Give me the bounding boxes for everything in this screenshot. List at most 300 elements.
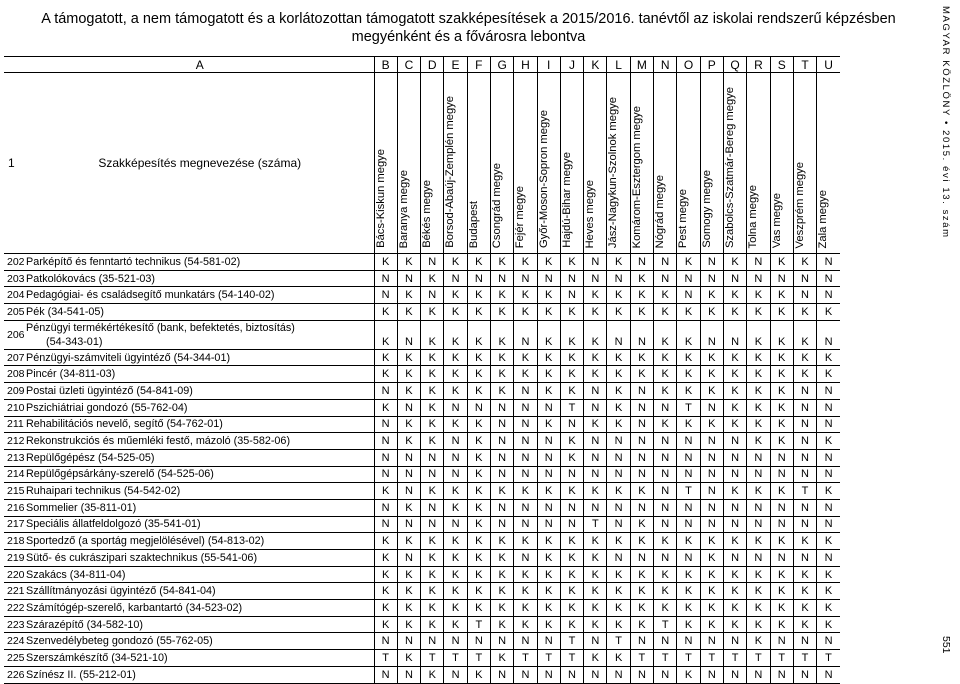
qualification-name-text: Szárazépítő (34-582-10) <box>26 618 144 631</box>
support-status-cell: T <box>514 650 537 667</box>
support-status-cell: K <box>444 583 467 600</box>
support-status-cell: K <box>514 566 537 583</box>
support-status-cell: T <box>537 650 560 667</box>
support-status-cell: K <box>490 320 513 349</box>
support-status-cell: K <box>654 320 677 349</box>
support-status-cell: K <box>723 600 746 617</box>
support-status-cell: K <box>700 600 723 617</box>
support-status-cell: N <box>514 320 537 349</box>
support-status-cell: K <box>607 304 630 321</box>
support-status-cell: K <box>560 304 583 321</box>
support-status-cell: N <box>723 270 746 287</box>
support-status-cell: N <box>444 466 467 483</box>
support-status-cell: N <box>817 416 840 433</box>
running-header: MAGYAR KÖZLÖNY • 2015. évi 13. szám <box>940 6 951 239</box>
county-name: Somogy megye <box>700 170 713 248</box>
support-status-cell: K <box>421 399 444 416</box>
qualification-name-text: Ruhaipari technikus (54-542-02) <box>26 485 181 498</box>
county-column-header <box>770 73 793 254</box>
support-status-cell: K <box>607 600 630 617</box>
support-status-cell: K <box>467 320 490 349</box>
support-status-cell: N <box>793 466 816 483</box>
support-status-cell: N <box>677 433 700 450</box>
county-name: Tolna megye <box>747 184 760 248</box>
support-status-cell: K <box>747 383 770 400</box>
support-status-cell: N <box>817 666 840 683</box>
support-status-cell: K <box>770 616 793 633</box>
support-status-cell: N <box>584 270 607 287</box>
support-status-cell: K <box>793 320 816 349</box>
support-status-cell: K <box>770 349 793 366</box>
support-status-cell: K <box>537 349 560 366</box>
support-status-cell: N <box>490 270 513 287</box>
support-status-cell: K <box>723 304 746 321</box>
support-status-cell: K <box>514 616 537 633</box>
support-status-cell: K <box>747 616 770 633</box>
support-status-cell: K <box>560 566 583 583</box>
support-status-cell: K <box>421 550 444 567</box>
support-status-cell: K <box>560 349 583 366</box>
support-status-cell: K <box>677 600 700 617</box>
support-status-cell: N <box>747 254 770 271</box>
support-status-cell: K <box>397 304 420 321</box>
support-status-cell: K <box>444 499 467 516</box>
support-status-cell: K <box>490 383 513 400</box>
county-column-header <box>654 73 677 254</box>
row-number: 206 <box>4 320 26 349</box>
support-status-cell: K <box>421 383 444 400</box>
row-number: 226 <box>4 666 26 683</box>
support-status-cell: K <box>700 616 723 633</box>
qualification-name-text: Pszichiátriai gondozó (55-762-04) <box>26 401 188 414</box>
support-status-cell: K <box>421 270 444 287</box>
support-status-cell: K <box>677 583 700 600</box>
qualification-name-text: Pedagógiai- és családsegítő munkatárs (54-140-02) <box>26 289 275 302</box>
column-letter: L <box>607 57 630 73</box>
support-status-cell: K <box>584 416 607 433</box>
support-status-cell: T <box>560 650 583 667</box>
support-status-cell: N <box>700 466 723 483</box>
support-status-cell: N <box>490 399 513 416</box>
column-letter: K <box>584 57 607 73</box>
support-status-cell: N <box>817 383 840 400</box>
support-status-cell: K <box>770 566 793 583</box>
support-status-cell: K <box>700 366 723 383</box>
support-status-cell: K <box>560 383 583 400</box>
row-number: 204 <box>4 287 26 304</box>
support-status-cell: K <box>654 600 677 617</box>
support-status-cell: K <box>817 583 840 600</box>
support-status-cell: N <box>444 270 467 287</box>
support-status-cell: K <box>630 533 653 550</box>
support-status-cell: N <box>654 483 677 500</box>
support-status-cell: N <box>677 270 700 287</box>
support-status-cell: K <box>770 433 793 450</box>
qualification-name <box>26 600 374 617</box>
county-name: Veszprém megye <box>793 161 806 248</box>
table-row <box>4 383 840 400</box>
support-status-cell: K <box>630 616 653 633</box>
support-status-cell: T <box>817 650 840 667</box>
support-status-cell: N <box>374 499 397 516</box>
support-status-cell: K <box>654 304 677 321</box>
support-status-cell: T <box>421 650 444 667</box>
support-status-cell: K <box>584 600 607 617</box>
support-status-cell: N <box>654 399 677 416</box>
support-status-cell: N <box>397 320 420 349</box>
qualification-name <box>26 550 374 567</box>
support-status-cell: K <box>397 383 420 400</box>
support-status-cell: K <box>793 600 816 617</box>
support-status-cell: K <box>723 399 746 416</box>
support-status-cell: K <box>584 566 607 583</box>
county-name: Hajdú-Bihar megye <box>560 152 573 248</box>
support-status-cell: K <box>607 287 630 304</box>
support-status-cell: N <box>793 287 816 304</box>
column-letter: E <box>444 57 467 73</box>
support-status-cell: K <box>514 600 537 617</box>
support-status-cell: K <box>490 650 513 667</box>
county-column-header <box>467 73 490 254</box>
support-status-cell: K <box>747 600 770 617</box>
support-status-cell: K <box>560 533 583 550</box>
support-status-cell: N <box>654 516 677 533</box>
table-row <box>4 600 840 617</box>
support-status-cell: K <box>421 416 444 433</box>
support-status-cell: N <box>700 270 723 287</box>
support-status-cell: K <box>537 583 560 600</box>
qualification-name <box>26 383 374 400</box>
support-status-cell: N <box>490 499 513 516</box>
support-status-cell: N <box>374 287 397 304</box>
support-status-cell: K <box>770 416 793 433</box>
support-status-cell: N <box>723 320 746 349</box>
support-status-cell: N <box>421 254 444 271</box>
support-status-cell: K <box>560 583 583 600</box>
support-status-cell: K <box>490 349 513 366</box>
support-status-cell: K <box>490 550 513 567</box>
support-status-cell: K <box>793 566 816 583</box>
county-name: Győr-Moson-Sopron megye <box>537 109 550 248</box>
support-status-cell: K <box>654 383 677 400</box>
row-number: 208 <box>4 366 26 383</box>
support-status-cell: T <box>467 650 490 667</box>
support-status-cell: T <box>793 483 816 500</box>
qualification-name-text: Számítógép-szerelő, karbantartó (34-523-02) <box>26 601 243 614</box>
support-status-cell: K <box>374 566 397 583</box>
county-qualification-table <box>4 56 840 684</box>
support-status-cell: K <box>490 566 513 583</box>
table-row <box>4 433 840 450</box>
support-status-cell: K <box>770 320 793 349</box>
qualification-name-text: Patkolókovács (35-521-03) <box>26 272 156 285</box>
support-status-cell: K <box>537 287 560 304</box>
support-status-cell: N <box>444 516 467 533</box>
support-status-cell: N <box>770 666 793 683</box>
table-row <box>4 666 840 683</box>
support-status-cell: K <box>537 550 560 567</box>
support-status-cell: K <box>397 287 420 304</box>
support-status-cell: N <box>514 416 537 433</box>
page-number: 551 <box>940 636 952 654</box>
support-status-cell: N <box>607 550 630 567</box>
support-status-cell: T <box>630 650 653 667</box>
column-letter: B <box>374 57 397 73</box>
support-status-cell: N <box>793 449 816 466</box>
support-status-cell: K <box>467 600 490 617</box>
support-status-cell: N <box>817 320 840 349</box>
table-row <box>4 366 840 383</box>
support-status-cell: K <box>537 254 560 271</box>
support-status-cell: N <box>817 254 840 271</box>
support-status-cell: K <box>630 516 653 533</box>
support-status-cell: K <box>397 349 420 366</box>
support-status-cell: K <box>700 287 723 304</box>
support-status-cell: K <box>444 320 467 349</box>
support-status-cell: N <box>421 449 444 466</box>
support-status-cell: N <box>397 483 420 500</box>
column-letter: M <box>630 57 653 73</box>
support-status-cell: K <box>747 633 770 650</box>
support-status-cell: N <box>677 633 700 650</box>
qualification-name-text: Sommelier (35-811-01) <box>26 501 137 514</box>
row-number: 214 <box>4 466 26 483</box>
support-status-cell: K <box>770 483 793 500</box>
support-status-cell: K <box>421 320 444 349</box>
support-status-cell: K <box>700 533 723 550</box>
county-name: Jász-Nagykun-Szolnok megye <box>607 96 620 248</box>
county-name: Borsod-Abaúj-Zemplén megye <box>444 96 457 248</box>
support-status-cell: K <box>723 483 746 500</box>
qualification-name-text: Repülőgépész (54-525-05) <box>26 451 155 464</box>
support-status-cell: K <box>421 366 444 383</box>
support-status-cell: K <box>374 550 397 567</box>
support-status-cell: K <box>397 616 420 633</box>
support-status-cell: K <box>374 583 397 600</box>
support-status-cell: K <box>537 616 560 633</box>
county-column-header <box>560 73 583 254</box>
support-status-cell: K <box>374 399 397 416</box>
support-status-cell: K <box>817 433 840 450</box>
support-status-cell: K <box>723 349 746 366</box>
support-status-cell: N <box>421 633 444 650</box>
support-status-cell: K <box>467 499 490 516</box>
support-status-cell: K <box>467 483 490 500</box>
support-status-cell: K <box>723 254 746 271</box>
support-status-cell: K <box>444 349 467 366</box>
county-name: Zala megye <box>817 189 830 248</box>
support-status-cell: N <box>374 449 397 466</box>
county-column-header <box>793 73 816 254</box>
support-status-cell: K <box>374 366 397 383</box>
support-status-cell: K <box>421 533 444 550</box>
support-status-cell: K <box>444 304 467 321</box>
support-status-cell: N <box>793 270 816 287</box>
county-column-header <box>374 73 397 254</box>
county-name: Komárom-Esztergom megye <box>630 105 643 248</box>
support-status-cell: K <box>467 666 490 683</box>
support-status-cell: K <box>560 320 583 349</box>
support-status-cell: N <box>700 399 723 416</box>
support-status-cell: N <box>537 516 560 533</box>
support-status-cell: K <box>584 349 607 366</box>
support-status-cell: N <box>793 516 816 533</box>
county-name: Fejér megye <box>514 185 527 248</box>
county-column-header <box>490 73 513 254</box>
support-status-cell: K <box>467 304 490 321</box>
support-status-cell: K <box>747 566 770 583</box>
support-status-cell: K <box>467 287 490 304</box>
support-status-cell: K <box>397 416 420 433</box>
support-status-cell: K <box>490 366 513 383</box>
row-number: 212 <box>4 433 26 450</box>
support-status-cell: N <box>537 633 560 650</box>
support-status-cell: N <box>537 270 560 287</box>
qualification-name-text: Szenvedélybeteg gondozó (55-762-05) <box>26 635 213 648</box>
support-status-cell: N <box>747 550 770 567</box>
support-status-cell: K <box>677 349 700 366</box>
support-status-cell: N <box>444 633 467 650</box>
support-status-cell: K <box>467 416 490 433</box>
support-status-cell: K <box>514 287 537 304</box>
qualification-name <box>26 449 374 466</box>
table-row <box>4 633 840 650</box>
support-status-cell: N <box>630 254 653 271</box>
support-status-cell: K <box>584 650 607 667</box>
table-row <box>4 304 840 321</box>
support-status-cell: N <box>793 383 816 400</box>
row-number: 224 <box>4 633 26 650</box>
qualification-name <box>26 516 374 533</box>
support-status-cell: K <box>397 366 420 383</box>
support-status-cell: N <box>607 516 630 533</box>
support-status-cell: N <box>817 449 840 466</box>
support-status-cell: N <box>514 449 537 466</box>
county-name: Budapest <box>467 200 480 248</box>
support-status-cell: T <box>677 650 700 667</box>
support-status-cell: K <box>654 287 677 304</box>
county-column-header <box>630 73 653 254</box>
support-status-cell: N <box>514 666 537 683</box>
column-letter: H <box>514 57 537 73</box>
support-status-cell: N <box>537 449 560 466</box>
column-letter: J <box>560 57 583 73</box>
county-name: Nógrád megye <box>654 174 667 248</box>
support-status-cell: T <box>654 616 677 633</box>
support-status-cell: K <box>747 533 770 550</box>
header-row-number: 1 <box>4 73 26 254</box>
support-status-cell: K <box>584 583 607 600</box>
support-status-cell: T <box>677 483 700 500</box>
column-letter: Q <box>723 57 746 73</box>
row-number: 217 <box>4 516 26 533</box>
support-status-cell: K <box>490 483 513 500</box>
support-status-cell: N <box>700 320 723 349</box>
support-status-cell: N <box>677 466 700 483</box>
support-status-cell: N <box>770 633 793 650</box>
support-status-cell: N <box>397 516 420 533</box>
support-status-cell: N <box>793 499 816 516</box>
support-status-cell: K <box>560 483 583 500</box>
qualification-name <box>26 499 374 516</box>
support-status-cell: T <box>467 616 490 633</box>
support-status-cell: K <box>630 287 653 304</box>
support-status-cell: N <box>537 499 560 516</box>
support-status-cell: N <box>630 550 653 567</box>
support-status-cell: K <box>817 566 840 583</box>
support-status-cell: K <box>467 533 490 550</box>
qualification-name-text: Parképítő és fenntartó technikus (54-581-02) <box>26 255 241 268</box>
support-status-cell: K <box>607 416 630 433</box>
support-status-cell: K <box>514 366 537 383</box>
support-status-cell: N <box>397 666 420 683</box>
support-status-cell: K <box>514 349 537 366</box>
qualification-name <box>26 650 374 667</box>
support-status-cell: K <box>560 449 583 466</box>
support-status-cell: K <box>770 254 793 271</box>
support-status-cell: N <box>700 499 723 516</box>
qualification-name <box>26 416 374 433</box>
support-status-cell: N <box>630 399 653 416</box>
support-status-cell: N <box>793 416 816 433</box>
support-status-cell: N <box>514 633 537 650</box>
support-status-cell: N <box>700 483 723 500</box>
county-name: Csongrád megye <box>490 162 503 248</box>
row-number: 225 <box>4 650 26 667</box>
table-row <box>4 650 840 667</box>
column-letter: N <box>654 57 677 73</box>
qualification-name <box>26 583 374 600</box>
qualification-name-text: Repülőgépsárkány-szerelő (54-525-06) <box>26 468 214 481</box>
support-status-cell: N <box>397 449 420 466</box>
support-status-cell: K <box>444 550 467 567</box>
support-status-cell: K <box>654 566 677 583</box>
support-status-cell: N <box>770 449 793 466</box>
support-status-cell: K <box>397 254 420 271</box>
support-status-cell: K <box>444 483 467 500</box>
qualification-name-text: Pénzügyi-számviteli ügyintéző (54-344-01) <box>26 351 231 364</box>
county-column-header <box>723 73 746 254</box>
support-status-cell: T <box>607 633 630 650</box>
support-status-cell: K <box>654 533 677 550</box>
column-letter-empty <box>4 57 26 73</box>
support-status-cell: K <box>467 383 490 400</box>
qualification-name-text: Pincér (34-811-03) <box>26 368 116 381</box>
support-status-cell: K <box>723 287 746 304</box>
support-status-cell: N <box>723 466 746 483</box>
support-status-cell: N <box>817 633 840 650</box>
support-status-cell: K <box>444 254 467 271</box>
county-column-header <box>514 73 537 254</box>
support-status-cell: K <box>444 416 467 433</box>
column-letter: I <box>537 57 560 73</box>
support-status-cell: N <box>607 270 630 287</box>
row-number: 220 <box>4 566 26 583</box>
support-status-cell: N <box>793 433 816 450</box>
support-status-cell: K <box>374 320 397 349</box>
support-status-cell: K <box>490 287 513 304</box>
support-status-cell: K <box>397 499 420 516</box>
support-status-cell: N <box>490 516 513 533</box>
qualification-name <box>26 254 374 271</box>
support-status-cell: K <box>677 416 700 433</box>
county-column-header <box>397 73 420 254</box>
support-status-cell: T <box>747 650 770 667</box>
support-status-cell: N <box>584 466 607 483</box>
qualification-name <box>26 399 374 416</box>
support-status-cell: K <box>374 600 397 617</box>
support-status-cell: K <box>490 304 513 321</box>
